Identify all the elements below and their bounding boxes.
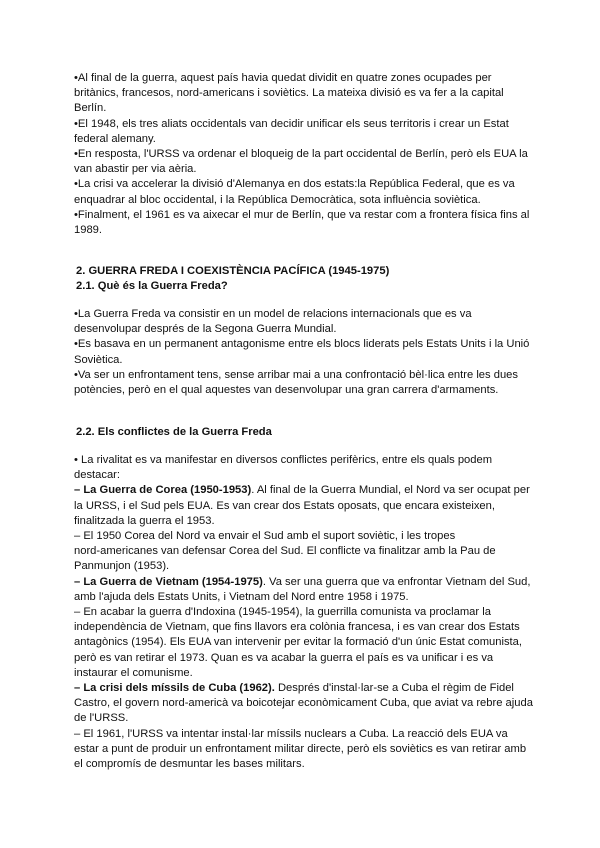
text-line: – La Guerra de Vietnam (1954-1975). Va ser una guerra que va enfrontar Vietnam del Sud,: [74, 575, 531, 588]
text-line: •Es basava en un permanent antagonisme entre els blocs liderats pels Estats Units i la Unió: [74, 338, 530, 351]
text-line: Soviètica.: [74, 353, 123, 366]
section-2-1-heading: 2.1. Què és la Guerra Freda?: [76, 280, 228, 292]
section-2-2-heading: 2.2. Els conflictes de la Guerra Freda: [76, 426, 272, 438]
text-line: •Al final de la guerra, aquest país havia quedat dividit en quatre zones ocupades per: [74, 72, 492, 84]
text-line: estar a punt de produir un enfrontament militar directe, però els soviètics es van retirar amb: [74, 742, 527, 755]
text-line: Castro, el govern nord-americà va boicotejar econòmicament Cuba, que aviat va rebre ajuda: [74, 697, 533, 710]
text-line: el compromís de desmuntar les bases militars.: [74, 758, 305, 771]
text-line: – El 1950 Corea del Nord va envair el Sud amb el suport soviètic, i les tropes: [74, 530, 456, 543]
text-line: •La Guerra Freda va consistir en un model de relacions internacionals que es va: [74, 308, 472, 320]
text-line: la URSS, i el Sud pels EUA. Es van crear dos Estats oposats, que encara existeixen,: [74, 499, 495, 512]
section1-text: [74, 71, 534, 238]
text-line: britànics, francesos, nord-americans i soviètics. La mateixa divisió es va fer a la capital: [74, 87, 504, 100]
text-line: •La crisi va accelerar la divisió d'Alemanya en dos estats:la República Federal, que es va: [74, 178, 515, 191]
text-line: federal alemany.: [74, 132, 156, 145]
text-line: enquadrar al bloc occidental, i la República Democràtica, sota influència soviètica.: [74, 193, 481, 206]
text-line: • La rivalitat es va manifestar en diversos conflictes perifèrics, entre els quals podem: [74, 454, 493, 466]
section-2-heading: 2. GUERRA FREDA I COEXISTÈNCIA PACÍFICA (1945-1975): [76, 265, 390, 277]
text-line: •El 1948, els tres aliats occidentals van decidir unificar els seus territoris i crear un Estat: [74, 117, 509, 130]
text-line: – En acabar la guerra d'Indoxina (1945-1954), la guerrilla comunista va proclamar la: [74, 606, 491, 619]
text-line: però es van retirar el 1973. Quan es va acabar la guerra el país es va unificar i es va: [74, 651, 494, 664]
text-line: instaurar el comunisme.: [74, 666, 193, 679]
korea-war-title: – La Guerra de Corea (1950-1953): [74, 484, 252, 497]
text-line: desenvolupar després de la Segona Guerra Mundial.: [74, 323, 337, 336]
text-line: – La Guerra de Corea (1950-1953). Al final de la Guerra Mundial, el Nord va ser ocupat per: [74, 484, 530, 497]
section22-text: [74, 453, 534, 772]
text-line: •Finalment, el 1961 es va aixecar el mur de Berlín, que va restar com a frontera física fins al: [74, 208, 530, 221]
text-line: potències, però en el qual aquestes van desenvolupar una gran carrera d'armaments.: [74, 384, 499, 397]
text-line: amb l'ajuda dels Estats Units, i Vietnam del Nord entre 1958 i 1975.: [74, 590, 409, 603]
text-line: de l'URSS.: [74, 712, 129, 725]
text-line: independència de Vietnam, que fins llavors era colònia francesa, i es van crear dos Estats: [74, 621, 520, 634]
section21-text: [74, 307, 534, 398]
text-line: •En resposta, l'URSS va ordenar el bloqueig de la part occidental de Berlín, però els EUA la: [74, 148, 528, 161]
text-line: •Va ser un enfrontament tens, sense arribar mai a una confrontació bèl·lica entre les dues: [74, 368, 518, 381]
text-line: nord-americanes van defensar Corea del Sud. El conflicte va finalitzar amb la Pau de: [74, 545, 496, 558]
text-line: Panmunjon (1953).: [74, 560, 170, 573]
vietnam-war-title: – La Guerra de Vietnam (1954-1975): [74, 575, 263, 588]
text-line: Berlín.: [74, 102, 107, 115]
text-line: van abastir per via aèria.: [74, 163, 197, 176]
cuba-crisis-title: – La crisi dels míssils de Cuba (1962).: [74, 682, 275, 695]
text-line: – El 1961, l'URSS va intentar instal·lar míssils nuclears a Cuba. La reacció dels EUA va: [74, 727, 508, 740]
text-line: 1989.: [74, 224, 102, 237]
text-line: antagònics (1954). Els EUA van intervenir per evitar la formació d'un únic Estat comunista,: [74, 636, 522, 649]
text-line: – La crisi dels míssils de Cuba (1962). Després d'instal·lar-se a Cuba el règim de Fidel: [74, 682, 514, 695]
text-line: destacar:: [74, 469, 121, 482]
text-line: finalitzada la guerra el 1953.: [74, 514, 215, 527]
